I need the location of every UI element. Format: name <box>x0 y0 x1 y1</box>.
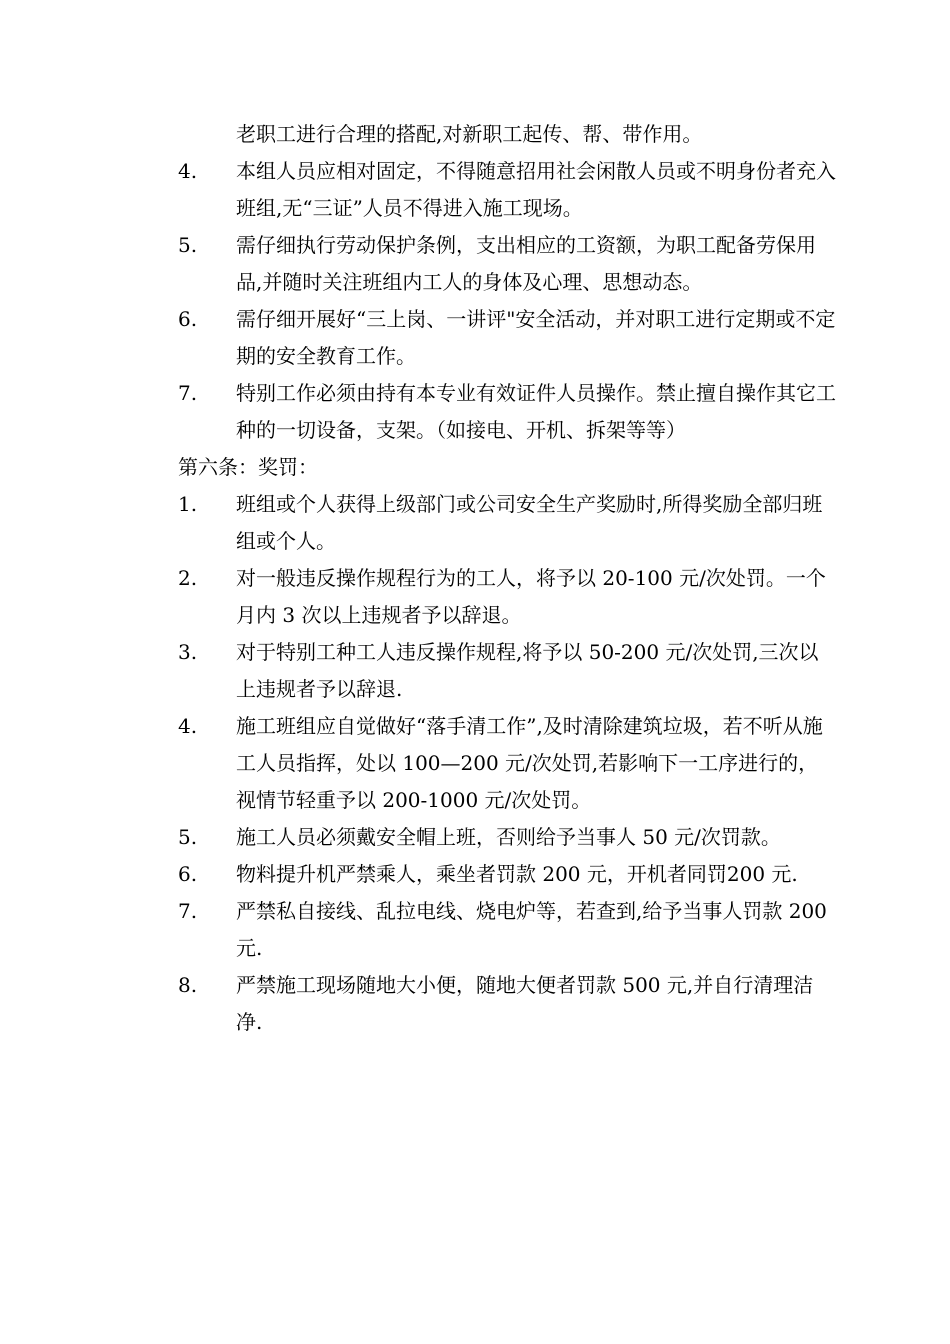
section-heading: 第六条：奖罚： <box>178 455 318 479</box>
list-item <box>178 560 838 634</box>
list-item <box>178 893 838 967</box>
list-item-text: 严禁私自接线、乱拉电线、烧电炉等，若查到,给予当事人罚款 200 元. <box>236 899 827 960</box>
list-item <box>178 634 838 708</box>
list-item-number: 4. <box>178 159 198 183</box>
list-item <box>178 819 838 856</box>
list-item-text: 对一般违反操作规程行为的工人，将予以 20-100 元/次处罚。一个月内 3 次以上违规者予以辞退。 <box>236 566 826 627</box>
list-item-text: 物料提升机严禁乘人，乘坐者罚款 200 元，开机者同罚200 元. <box>236 862 798 886</box>
list-item-number: 6. <box>178 307 198 331</box>
list-item <box>178 856 838 893</box>
list-item-text: 需仔细执行劳动保护条例，支出相应的工资额，为职工配备劳保用品,并随时关注班组内工人的身体及心理、思想动态。 <box>236 233 816 294</box>
list-item-number: 6. <box>178 862 198 886</box>
list-item-text: 本组人员应相对固定，不得随意招用社会闲散人员或不明身份者充入班组,无“三证”人员不得进入施工现场。 <box>236 159 836 220</box>
list-item <box>178 227 838 301</box>
list-item-text: 对于特别工种工人违反操作规程,将予以 50-200 元/次处罚,三次以上违规者予以辞退. <box>236 640 819 701</box>
list-item <box>178 486 838 560</box>
list-item-number: 1. <box>178 492 198 516</box>
list-item-number: 2. <box>178 566 198 590</box>
list-item-text: 班组或个人获得上级部门或公司安全生产奖励时,所得奖励全部归班组或个人。 <box>236 492 823 553</box>
list-item-number: 4. <box>178 714 198 738</box>
continuation-text: 老职工进行合理的搭配,对新职工起传、帮、带作用。 <box>236 122 703 146</box>
list-item-text: 需仔细开展好“三上岗、一讲评"安全活动，并对职工进行定期或不定期的安全教育工作。 <box>236 307 836 368</box>
list-section-b <box>178 486 838 1041</box>
list-item-number: 3. <box>178 640 198 664</box>
list-item-text: 施工班组应自觉做好“落手清工作”,及时清除建筑垃圾，若不听从施工人员指挥，处以 100—200 元/次处罚,若影响下一工序进行的，视情节轻重予以 200-1000 元/次处罚。 <box>236 714 823 812</box>
list-item-number: 8. <box>178 973 198 997</box>
list-item-number: 7. <box>178 381 198 405</box>
list-item <box>178 708 838 819</box>
list-section-a <box>178 153 838 449</box>
list-item-text: 施工人员必须戴安全帽上班，否则给予当事人 50 元/次罚款。 <box>236 825 781 849</box>
list-item-number: 5. <box>178 233 198 257</box>
list-item-number: 5. <box>178 825 198 849</box>
document-body <box>178 116 838 1041</box>
list-item <box>178 153 838 227</box>
list-item <box>178 967 838 1041</box>
list-item-text: 严禁施工现场随地大小便，随地大便者罚款 500 元,并自行清理洁净. <box>236 973 814 1034</box>
list-item-number: 7. <box>178 899 198 923</box>
list-item <box>178 375 838 449</box>
list-item-text: 特别工作必须由持有本专业有效证件人员操作。禁止擅自操作其它工种的一切设备，支架。（如接电、开机、拆架等等） <box>236 381 836 442</box>
list-item <box>178 301 838 375</box>
